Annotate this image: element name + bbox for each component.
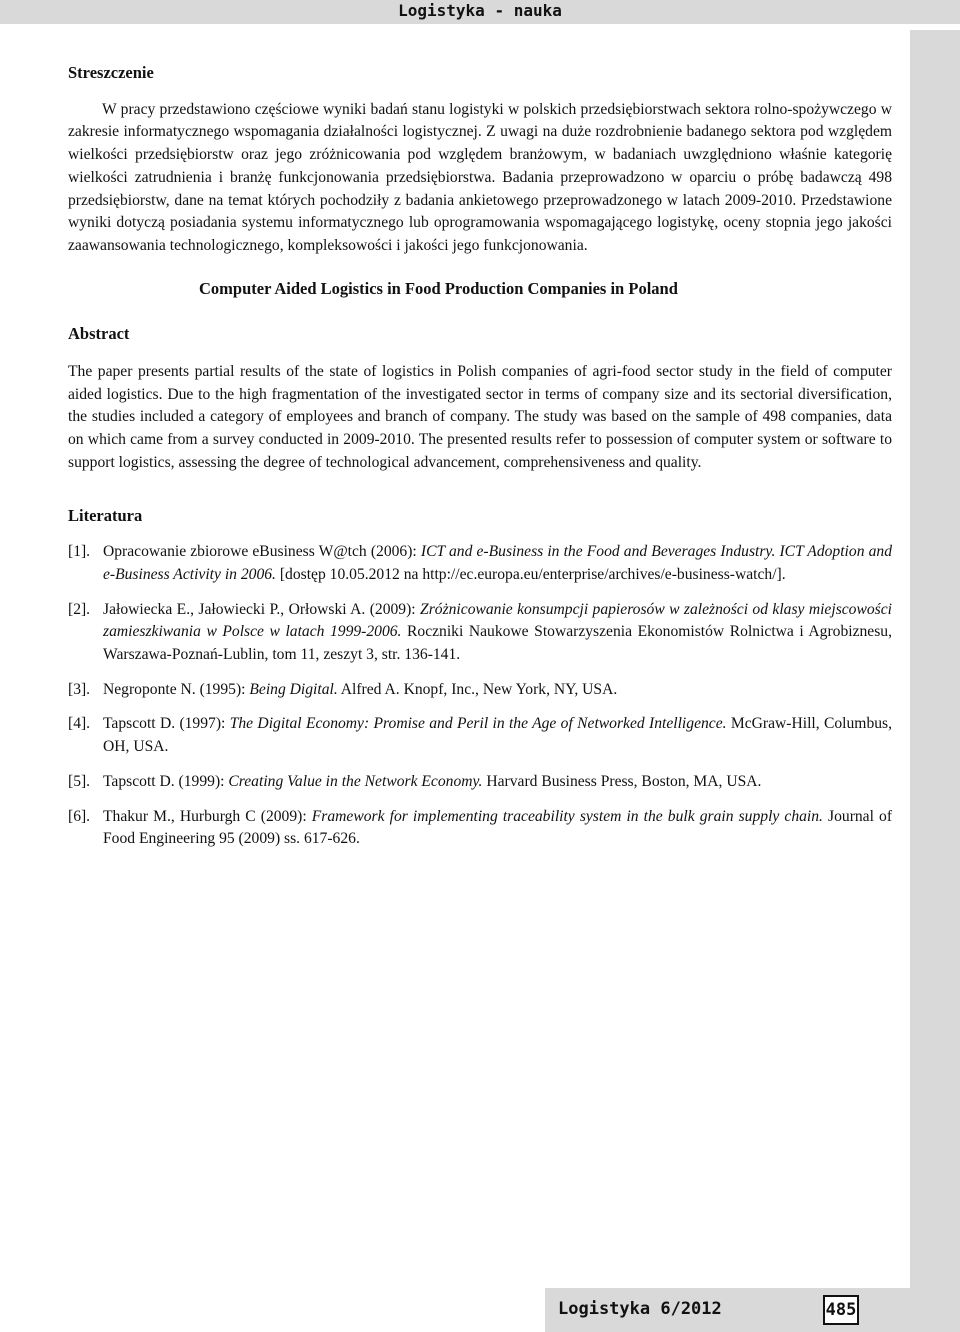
reference-item xyxy=(68,599,892,667)
reference-source: Alfred A. Knopf, Inc., New York, NY, USA. xyxy=(337,680,618,698)
reference-title: Zróżnicowanie konsumpcji papierosów w zależności od klasy miejscowości zamieszkiwania w Polsce w latach 1999-2006. xyxy=(103,600,892,641)
reference-title: The Digital Economy: Promise and Peril in the Age of Networked Intelligence. xyxy=(229,715,727,733)
reference-authors: Negroponte N. (1995): xyxy=(103,680,250,698)
reference-authors: Opracowanie zbiorowe eBusiness W@tch (2006): xyxy=(103,543,421,561)
reference-title: Framework for implementing traceability system in the bulk grain supply chain. xyxy=(311,807,823,825)
abstract-heading: Abstract xyxy=(68,324,130,344)
reference-text xyxy=(103,541,892,586)
reference-text xyxy=(103,771,892,794)
footer-journal-issue: Logistyka 6/2012 xyxy=(558,1299,722,1319)
reference-number: [1]. xyxy=(68,543,91,561)
page-margin-strip xyxy=(910,30,960,1290)
reference-title: Being Digital. xyxy=(249,680,338,698)
reference-item xyxy=(68,806,892,851)
reference-text xyxy=(103,713,892,758)
reference-title: Creating Value in the Network Economy. xyxy=(228,772,483,790)
reference-source: [dostęp 10.05.2012 na http://ec.europa.eu/enterprise/archives/e-business-watch/]. xyxy=(275,565,786,583)
page-number: 485 xyxy=(823,1295,859,1325)
reference-authors: Jałowiecka E., Jałowiecki P., Orłowski A. (2009): xyxy=(103,600,421,618)
reference-item xyxy=(68,771,892,794)
journal-section-title: Logistyka - nauka xyxy=(398,1,562,20)
reference-number: [5]. xyxy=(68,772,91,790)
reference-item xyxy=(68,679,892,702)
reference-authors: Tapscott D. (1997): xyxy=(103,715,230,733)
reference-item xyxy=(68,713,892,758)
reference-number: [6]. xyxy=(68,807,91,825)
literatura-heading: Literatura xyxy=(68,505,143,525)
reference-title: ICT and e-Business in the Food and Beverages Industry. ICT Adoption and e-Business Activity in 2006. xyxy=(103,543,892,583)
reference-text xyxy=(103,599,892,667)
reference-authors: Thakur M., Hurburgh C (2009): xyxy=(103,807,312,825)
streszczenie-heading: Streszczenie xyxy=(68,63,154,82)
reference-source: Journal of Food Engineering 95 (2009) ss. 617-626. xyxy=(103,807,893,848)
reference-source: McGraw-Hill, Columbus, OH, USA. xyxy=(103,715,893,756)
reference-authors: Tapscott D. (1999): xyxy=(103,772,229,790)
reference-text xyxy=(103,806,892,851)
running-header xyxy=(0,0,960,24)
reference-text xyxy=(103,679,892,702)
abstract-text: The paper presents partial results of the state of logistics in Polish companies of agri-food sector study in the field of computer aided logistics. Due to the high fragmentation of the investigated sector in terms of company size and its sectorial diversification, the studies included a category of employees and branch of company. The study was based on the sample of 498 companies, data on which came from a survey conducted in 2009-2010. The presented results refer to possession of computer system or software to support logistics, assessing the degree of technological advancement, comprehensiveness and quality. xyxy=(68,363,892,471)
reference-item xyxy=(68,541,892,586)
reference-source: Harvard Business Press, Boston, MA, USA. xyxy=(482,772,762,790)
english-title: Computer Aided Logistics in Food Production Companies in Poland xyxy=(199,278,678,298)
reference-number: [4]. xyxy=(68,715,91,733)
article-body xyxy=(68,62,892,863)
reference-number: [3]. xyxy=(68,680,91,698)
reference-number: [2]. xyxy=(68,600,91,618)
reference-source: Roczniki Naukowe Stowarzyszenia Ekonomistów Rolnictwa i Agrobiznesu, Warszawa-Poznań-Lublin, tom 11, zeszyt 3, str. 136-141. xyxy=(103,623,892,664)
streszczenie-text: W pracy przedstawiono częściowe wyniki badań stanu logistyki w polskich przedsiębiorstwach sektora rolno-spożywczego w zakresie informatycznego wspomagania działalności logistycznej. Z uwagi na duże rozdrobnienie badanego sektora pod względem wielkości przedsiębiorstw oraz jego zróżnicowania pod względem branżowym, w badaniach uwzględniono właśnie kategorię wielkości zatrudnienia i branżę funkcjonowania przedsiębiorstwa. Badania przeprowadzono w oparciu o próbę badawczą 498 przedsiębiorstw, dane na temat których pochodziły z badania ankietowego przeprowadzonego w latach 2009-2010. Przedstawione wyniki dotyczą posiadania systemu informatycznego lub oprogramowania wspomagającego logistykę, oceny stopnia jego jakości zaawansowania technologicznego, kompleksowości i jakości jego funkcjonowania. xyxy=(68,100,892,254)
